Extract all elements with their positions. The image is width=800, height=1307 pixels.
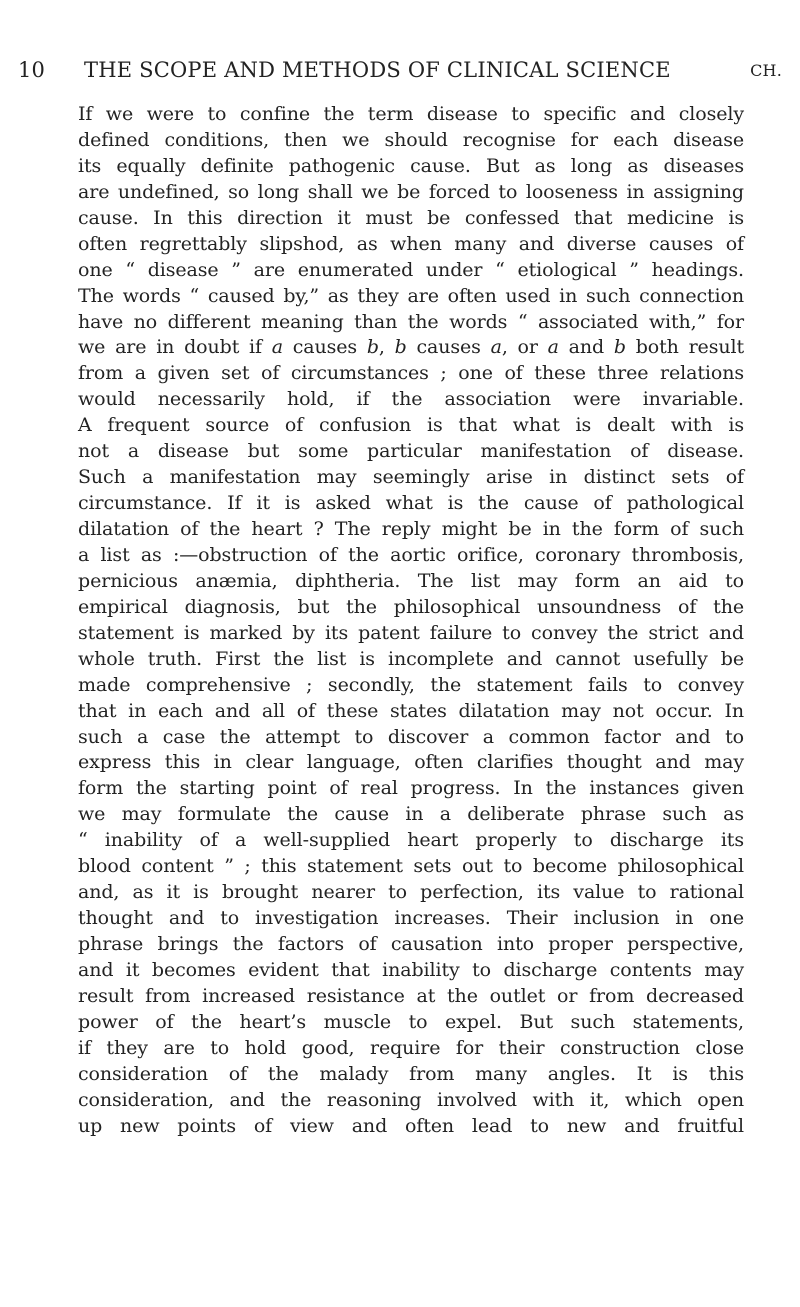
text-line: have no different meaning than the words “ associated with,” for xyxy=(78,310,744,333)
text-line: would necessarily hold, if the association were invariable. xyxy=(78,388,744,411)
text-line: if they are to hold good, require for their construction close xyxy=(78,1036,744,1059)
text-line: we are in doubt if a causes b, b causes a, or a and b both result xyxy=(78,336,744,359)
body-text xyxy=(78,102,744,1140)
page-number: 10 xyxy=(18,58,46,82)
running-title: THE SCOPE AND METHODS OF CLINICAL SCIENCE xyxy=(84,58,671,82)
text-line: pernicious anæmia, diphtheria. The list may form an aid to xyxy=(78,569,744,592)
chapter-abbreviation: CH. xyxy=(750,61,782,80)
text-line: phrase brings the factors of causation into proper perspective, xyxy=(78,933,744,955)
text-line: from a given set of circumstances ; one of these three relations xyxy=(78,362,744,385)
text-line: that in each and all of these states dilatation may not occur. In xyxy=(78,699,744,722)
text-line: we may formulate the cause in a deliberate phrase such as xyxy=(78,803,744,826)
text-line: Such a manifestation may seemingly arise in distinct sets of xyxy=(78,466,744,489)
text-line: and, as it is brought nearer to perfection, its value to rational xyxy=(78,881,744,904)
text-line: “ inability of a well-supplied heart properly to discharge its xyxy=(78,829,744,852)
text-line: blood content ” ; this statement sets out to become philosophical xyxy=(78,855,744,878)
text-line: made comprehensive ; secondly, the statement fails to convey xyxy=(78,673,744,696)
text-line: consideration of the malady from many angles. It is this xyxy=(78,1062,744,1085)
text-line: its equally definite pathogenic cause. But as long as diseases xyxy=(78,154,744,177)
text-line: cause. In this direction it must be confessed that medicine is xyxy=(78,206,744,229)
text-line: power of the heart’s muscle to expel. But such statements, xyxy=(78,1010,744,1033)
text-line: a list as :—obstruction of the aortic orifice, coronary thrombosis, xyxy=(78,543,744,566)
text-line: whole truth. First the list is incomplete and cannot usefully be xyxy=(78,647,744,670)
text-line: often regrettably slipshod, as when many and diverse causes of xyxy=(78,232,744,255)
text-line: statement is marked by its patent failure to convey the strict and xyxy=(78,621,744,644)
text-line: empirical diagnosis, but the philosophical unsoundness of the xyxy=(78,595,744,618)
text-line: result from increased resistance at the outlet or from decreased xyxy=(78,984,744,1007)
text-line: and it becomes evident that inability to discharge contents may xyxy=(78,958,744,981)
text-line: express this in clear language, often clarifies thought and may xyxy=(78,751,744,774)
text-line: consideration, and the reasoning involved with it, which open xyxy=(78,1088,744,1111)
text-line: thought and to investigation increases. Their inclusion in one xyxy=(78,907,744,930)
text-line: form the starting point of real progress. In the instances given xyxy=(78,777,744,800)
text-line: dilatation of the heart ? The reply might be in the form of such xyxy=(78,518,744,540)
text-line: If we were to confine the term disease to specific and closely xyxy=(78,103,744,125)
text-line: The words “ caused by,” as they are often used in such connection xyxy=(78,284,744,307)
text-line: are undefined, so long shall we be forced to looseness in assigning xyxy=(78,180,744,203)
text-line: defined conditions, then we should recognise for each disease xyxy=(78,128,744,151)
text-line: circumstance. If it is asked what is the cause of pathological xyxy=(78,492,744,515)
text-line: one “ disease ” are enumerated under “ etiological ” headings. xyxy=(78,258,744,281)
text-line: A frequent source of confusion is that what is dealt with is xyxy=(78,414,744,437)
text-line: up new points of view and often lead to new and fruitful xyxy=(78,1114,744,1137)
text-line: such a case the attempt to discover a common factor and to xyxy=(78,725,744,748)
text-line: not a disease but some particular manifestation of disease. xyxy=(78,440,744,463)
running-head xyxy=(18,58,782,88)
